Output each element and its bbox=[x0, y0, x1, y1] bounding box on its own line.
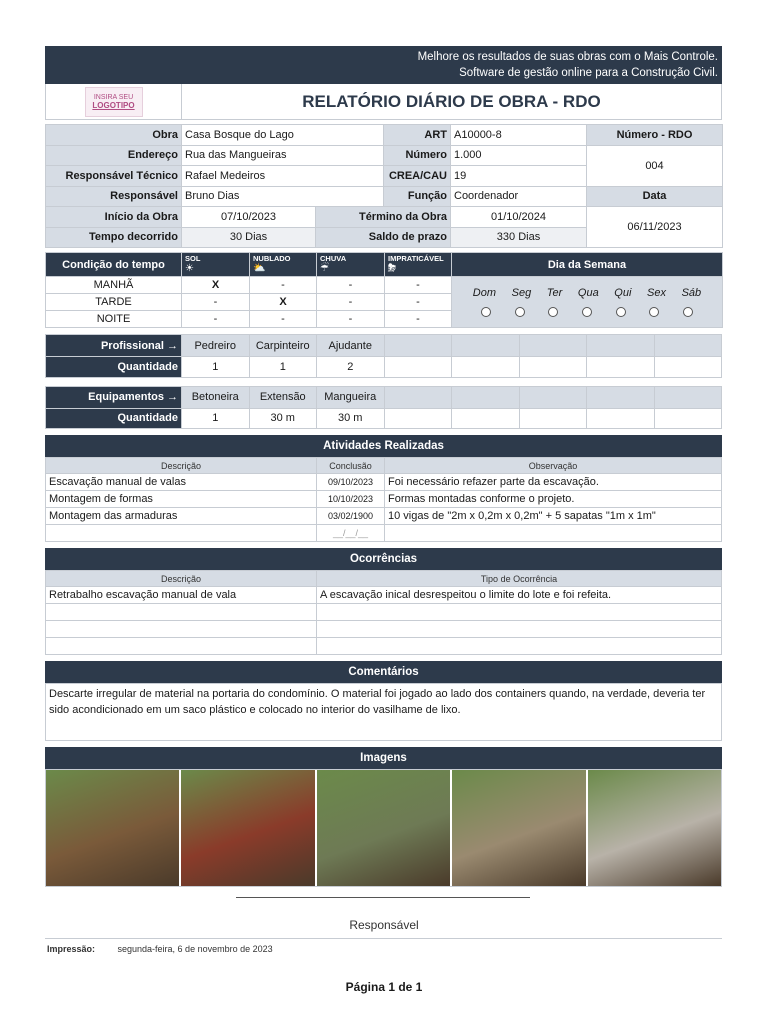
radio-qui[interactable] bbox=[616, 307, 626, 317]
wx-cell[interactable]: - bbox=[385, 294, 452, 311]
wx-cell[interactable]: - bbox=[317, 311, 385, 328]
art-value[interactable]: A10000-8 bbox=[451, 125, 587, 146]
crea-label: CREA/CAU bbox=[384, 166, 451, 187]
signature-label: Responsável bbox=[349, 918, 419, 932]
equipment-item: Betoneira bbox=[182, 386, 250, 408]
termino-value[interactable]: 01/10/2024 bbox=[451, 207, 587, 228]
activities-col-concl: Conclusão bbox=[317, 458, 385, 474]
crea-value[interactable]: 19 bbox=[451, 166, 587, 187]
obra-value[interactable]: Casa Bosque do Lago bbox=[182, 125, 384, 146]
activity-date[interactable]: 10/10/2023 bbox=[317, 491, 385, 508]
radio-seg[interactable] bbox=[515, 307, 525, 317]
num-rdo-value[interactable]: 004 bbox=[587, 145, 723, 186]
activity-obs[interactable] bbox=[385, 525, 722, 542]
logo-area bbox=[46, 84, 182, 119]
num-rdo-label: Número - RDO bbox=[587, 125, 723, 146]
saldo-value: 330 Dias bbox=[451, 227, 587, 248]
occurrences-col-tipo: Tipo de Ocorrência bbox=[317, 571, 722, 587]
top-banner bbox=[45, 46, 722, 84]
photo-site-shed[interactable] bbox=[452, 770, 587, 886]
equipment-label: Equipamentos → bbox=[46, 386, 182, 408]
workforce-item: Carpinteiro bbox=[249, 335, 317, 357]
title-row bbox=[45, 84, 722, 120]
col-sol: SOL ☀ bbox=[182, 253, 250, 277]
logo-placeholder[interactable]: INSIRA SEU LOGOTIPO bbox=[85, 87, 143, 117]
equipment-qty[interactable]: 30 m bbox=[249, 408, 317, 429]
inicio-value[interactable]: 07/10/2023 bbox=[182, 207, 316, 228]
occurrences-table bbox=[45, 570, 722, 655]
activity-desc[interactable]: Escavação manual de valas bbox=[46, 474, 317, 491]
project-info-table bbox=[45, 124, 768, 248]
photo-rebar-mesh[interactable] bbox=[317, 770, 452, 886]
endereco-value[interactable]: Rua das Mangueiras bbox=[182, 145, 384, 166]
storm-icon: ⛈ bbox=[388, 263, 396, 274]
rain-icon: ☔ bbox=[320, 263, 329, 274]
equipment-qty-label: Quantidade bbox=[46, 408, 182, 429]
wx-cell[interactable]: - bbox=[182, 311, 250, 328]
obra-label: Obra bbox=[46, 125, 182, 146]
occurrence-tipo[interactable]: A escavação inical desrespeitou o limite do lote e foi refeita. bbox=[317, 587, 722, 604]
col-nublado: NUBLADO ⛅ bbox=[250, 253, 317, 277]
col-impraticavel: IMPRATICÁVEL ⛈ bbox=[385, 253, 452, 277]
termino-label: Término da Obra bbox=[316, 207, 451, 228]
resp-tec-value[interactable]: Rafael Medeiros bbox=[182, 166, 384, 187]
images-header: Imagens bbox=[45, 747, 722, 769]
occurrence-desc[interactable]: Retrabalho escavação manual de vala bbox=[46, 587, 317, 604]
wx-cell[interactable]: - bbox=[317, 294, 385, 311]
activities-header: Atividades Realizadas bbox=[45, 435, 722, 457]
weekday-label: Dia da Semana bbox=[452, 253, 723, 277]
workforce-item: Pedreiro bbox=[182, 335, 250, 357]
workforce-qty[interactable]: 2 bbox=[317, 357, 385, 378]
weekday-radios bbox=[455, 307, 719, 317]
occurrence-tipo[interactable] bbox=[317, 638, 722, 655]
table-row bbox=[46, 621, 722, 638]
activities-col-obs: Observação bbox=[385, 458, 722, 474]
activities-col-desc: Descrição bbox=[46, 458, 317, 474]
wx-cell[interactable]: - bbox=[182, 294, 250, 311]
workforce-qty-label: Quantidade bbox=[46, 357, 182, 378]
endereco-label: Endereço bbox=[46, 145, 182, 166]
occurrence-desc[interactable] bbox=[46, 621, 317, 638]
activity-obs[interactable]: Formas montadas conforme o projeto. bbox=[385, 491, 722, 508]
workforce-qty[interactable]: 1 bbox=[182, 357, 250, 378]
resp-label: Responsável bbox=[46, 186, 182, 207]
activities-table bbox=[45, 457, 722, 542]
wx-cell[interactable]: - bbox=[385, 311, 452, 328]
weekday-picker bbox=[452, 277, 723, 328]
workforce-table bbox=[45, 334, 722, 378]
report-title: RELATÓRIO DIÁRIO DE OBRA - RDO bbox=[302, 91, 601, 111]
period-manha: MANHÃ bbox=[46, 277, 182, 294]
weather-label: Condição do tempo bbox=[46, 253, 182, 277]
table-row bbox=[46, 525, 722, 542]
data-value[interactable]: 06/11/2023 bbox=[587, 207, 723, 248]
inicio-label: Início da Obra bbox=[46, 207, 182, 228]
occurrence-tipo[interactable] bbox=[317, 604, 722, 621]
activity-obs[interactable]: 10 vigas de "2m x 0,2m x 0,2m" + 5 sapatas "1m x 1m" bbox=[385, 508, 722, 525]
photo-rebar[interactable] bbox=[181, 770, 316, 886]
activity-date[interactable]: __/__/__ bbox=[317, 525, 385, 542]
comments-header: Comentários bbox=[45, 661, 722, 683]
image-gallery bbox=[45, 769, 722, 887]
numero-value[interactable]: 1.000 bbox=[451, 145, 587, 166]
occurrences-header: Ocorrências bbox=[45, 548, 722, 570]
equipment-qty[interactable]: 1 bbox=[182, 408, 250, 429]
funcao-label: Função bbox=[384, 186, 451, 207]
wx-cell[interactable]: - bbox=[317, 277, 385, 294]
resp-value[interactable]: Bruno Dias bbox=[182, 186, 384, 207]
weekday-names: Dom Seg Ter Qua Qui Sex Sáb bbox=[472, 287, 702, 299]
table-row bbox=[46, 508, 722, 525]
occurrence-desc[interactable] bbox=[46, 604, 317, 621]
occurrence-desc[interactable] bbox=[46, 638, 317, 655]
radio-ter[interactable] bbox=[548, 307, 558, 317]
weather-table bbox=[45, 252, 723, 328]
footer-divider bbox=[45, 938, 722, 939]
comments-text[interactable]: Descarte irregular de material na portaria do condomínio. O material foi jogado ao lado dos containers quando, na verdade, deveria ter sido acondicionado em um saco plástico e colocado no interior do vasilhame de lixo. bbox=[45, 683, 722, 741]
activity-desc[interactable] bbox=[46, 525, 317, 542]
table-row bbox=[46, 638, 722, 655]
art-label: ART bbox=[384, 125, 451, 146]
wx-cell[interactable]: X bbox=[182, 277, 250, 294]
photo-waste-bins[interactable] bbox=[588, 770, 721, 886]
print-date: segunda-feira, 6 de novembro de 2023 bbox=[117, 944, 273, 954]
activity-date[interactable]: 09/10/2023 bbox=[317, 474, 385, 491]
resp-tec-label: Responsável Técnico bbox=[46, 166, 182, 187]
activity-obs[interactable]: Foi necessário refazer parte da escavação. bbox=[385, 474, 722, 491]
equipment-item: Mangueira bbox=[317, 386, 385, 408]
sun-icon: ☀ bbox=[185, 263, 194, 274]
equipment-table bbox=[45, 386, 722, 430]
occurrences-col-desc: Descrição bbox=[46, 571, 317, 587]
cloud-sun-icon: ⛅ bbox=[253, 263, 266, 274]
activity-desc[interactable]: Montagem de formas bbox=[46, 491, 317, 508]
radio-qua[interactable] bbox=[582, 307, 592, 317]
period-noite: NOITE bbox=[46, 311, 182, 328]
decorrido-value: 30 Dias bbox=[182, 227, 316, 248]
decorrido-label: Tempo decorrido bbox=[46, 227, 182, 248]
wx-cell[interactable]: - bbox=[250, 311, 317, 328]
saldo-label: Saldo de prazo bbox=[316, 227, 451, 248]
table-row bbox=[46, 587, 722, 604]
workforce-item: Ajudante bbox=[317, 335, 385, 357]
workforce-qty[interactable]: 1 bbox=[249, 357, 317, 378]
table-row bbox=[46, 474, 722, 491]
signature-line bbox=[236, 897, 530, 898]
wx-cell[interactable]: X bbox=[250, 294, 317, 311]
print-label: Impressão: bbox=[47, 944, 96, 954]
radio-dom[interactable] bbox=[481, 307, 491, 317]
col-chuva: CHUVA ☔ bbox=[317, 253, 385, 277]
activity-desc[interactable]: Montagem das armaduras bbox=[46, 508, 317, 525]
photo-excavation[interactable] bbox=[46, 770, 181, 886]
activity-date[interactable]: 03/02/1900 bbox=[317, 508, 385, 525]
radio-sab[interactable] bbox=[683, 307, 693, 317]
table-row bbox=[46, 491, 722, 508]
page-number: Página 1 de 1 bbox=[345, 980, 423, 994]
numero-label: Número bbox=[384, 145, 451, 166]
equipment-qty[interactable]: 30 m bbox=[317, 408, 385, 429]
workforce-label: Profissional → bbox=[46, 335, 182, 357]
radio-sex[interactable] bbox=[649, 307, 659, 317]
equipment-item: Extensão bbox=[249, 386, 317, 408]
tagline-1: Melhore os resultados de suas obras com o Mais Controle. bbox=[417, 51, 718, 63]
tagline-2: Software de gestão online para a Construção Civil. bbox=[459, 67, 718, 79]
rdo-page bbox=[45, 46, 722, 887]
data-label: Data bbox=[587, 186, 723, 207]
print-info bbox=[47, 944, 273, 954]
funcao-value[interactable]: Coordenador bbox=[451, 186, 587, 207]
period-tarde: TARDE bbox=[46, 294, 182, 311]
wx-cell[interactable]: - bbox=[385, 277, 452, 294]
occurrence-tipo[interactable] bbox=[317, 621, 722, 638]
wx-cell[interactable]: - bbox=[250, 277, 317, 294]
table-row bbox=[46, 604, 722, 621]
